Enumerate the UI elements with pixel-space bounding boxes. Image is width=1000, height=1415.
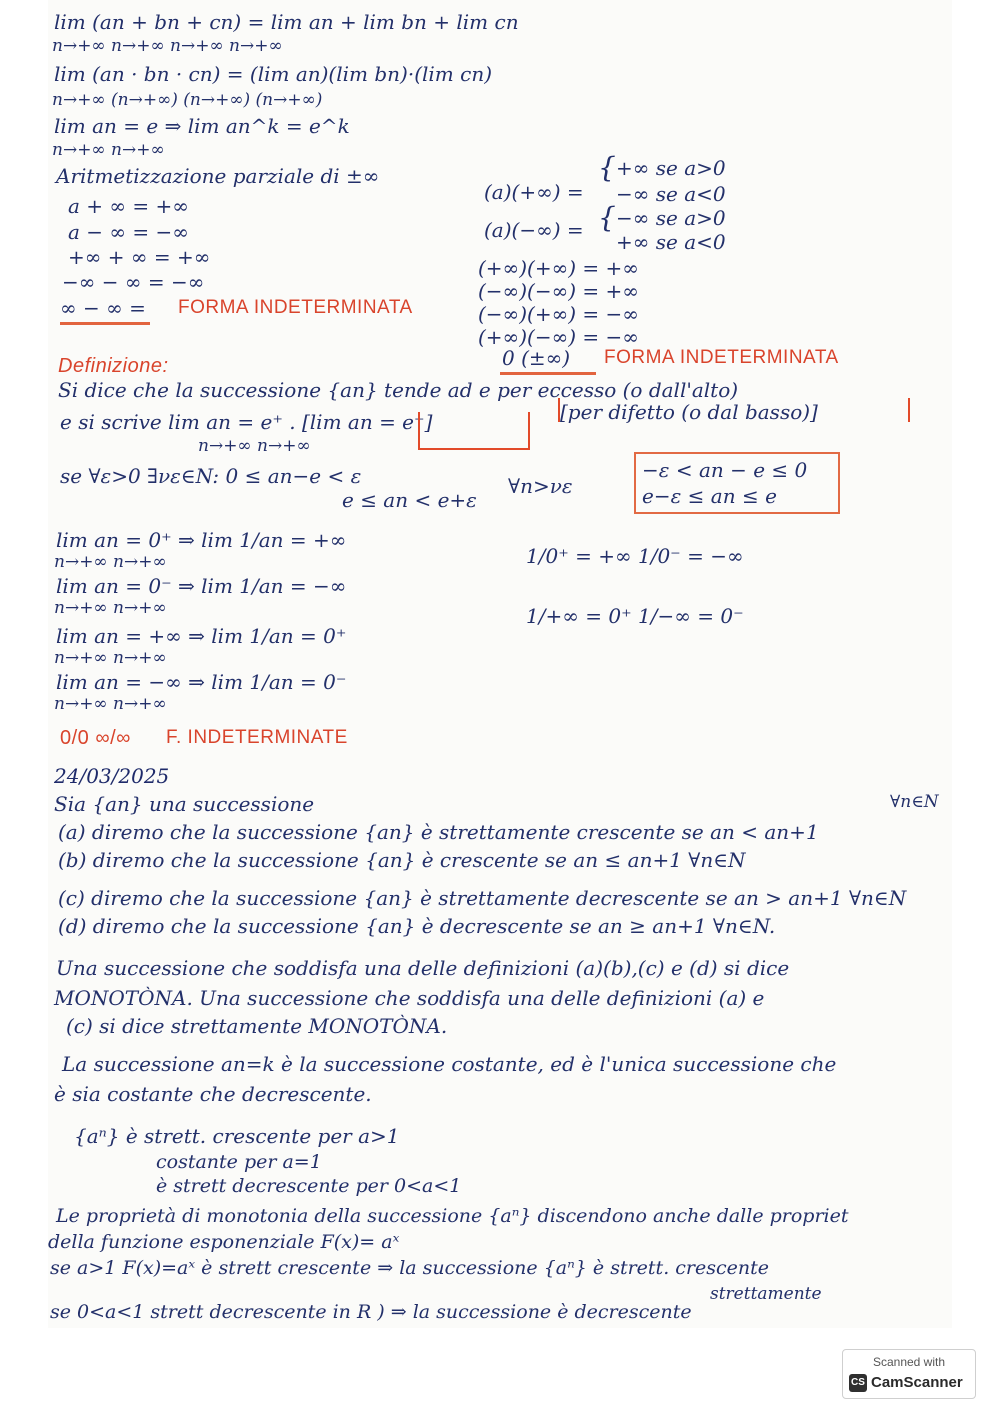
- limit-product-rule: lim (an · bn · cn) = (lim an)(lim bn)·(lim cn): [54, 62, 492, 86]
- sign-rule-1b: −∞ se a<0: [616, 182, 726, 206]
- definition-line-3b: e ≤ an < e+ε: [342, 488, 477, 512]
- exponential-text-4-note: strettamente: [710, 1284, 822, 1304]
- arit-row-3: +∞ + ∞ = +∞: [68, 245, 211, 269]
- definition-line-2-sub: n→+∞ n→+∞: [198, 436, 311, 456]
- limit-power-sub: n→+∞ n→+∞: [52, 140, 165, 160]
- exponential-text-3: se a>1 F(x)=aˣ è strett crescente ⇒ la successione {aⁿ} è strett. crescente: [50, 1257, 769, 1279]
- red-underline-2: [500, 372, 596, 375]
- definition-line-3c: ∀n>νε: [508, 474, 573, 498]
- brace-2: {: [598, 201, 616, 234]
- scanned-with-label: Scanned with: [872, 1355, 946, 1369]
- reciprocal-limit-1: lim an = 0⁺ ⇒ lim 1/an = +∞: [56, 528, 347, 552]
- lecture-date: 24/03/2025: [54, 764, 170, 788]
- monotone-text-2: MONOTÒNA. Una successione che soddisfa una delle definizioni (a) e: [54, 986, 765, 1010]
- constant-text-2: è sia costante che decrescente.: [54, 1082, 372, 1106]
- forma-indeterminata-3: F. INDETERMINATE: [166, 727, 348, 748]
- notebook-page: [48, 0, 952, 1328]
- product-rule-4: (+∞)(−∞) = −∞: [478, 325, 639, 349]
- sign-rule-2: (a)(−∞) =: [484, 218, 584, 242]
- limit-sum-sub: n→+∞ n→+∞ n→+∞ n→+∞: [52, 36, 283, 56]
- reciprocal-limit-1-sub: n→+∞ n→+∞: [54, 552, 167, 572]
- arit-row-5: ∞ − ∞ =: [60, 296, 146, 320]
- zero-times-inf: 0 (±∞): [502, 346, 571, 370]
- monotone-text-1: Una successione che soddisfa una delle definizioni (a)(b),(c) e (d) si dice: [56, 956, 790, 980]
- limit-product-sub: n→+∞ (n→+∞) (n→+∞) (n→+∞): [52, 90, 323, 110]
- reciprocal-limit-2: lim an = 0⁻ ⇒ lim 1/an = −∞: [56, 574, 347, 598]
- sign-rule-2a: −∞ se a>0: [616, 206, 726, 230]
- definition-line-2b: [per difetto (o dal basso)]: [560, 400, 818, 424]
- limit-power-rule: lim an = e ⇒ lim an^k = e^k: [54, 114, 350, 138]
- definition-line-1: Si dice che la successione {an} tende ad e per eccesso (o dall'alto): [58, 378, 739, 402]
- monotone-def-b: (b) diremo che la successione {an} è crescente se an ≤ an+1 ∀n∈N: [58, 848, 746, 872]
- arit-title: Aritmetizzazione parziale di ±∞: [56, 164, 380, 188]
- red-box-1: [418, 412, 530, 450]
- constant-text-1: La successione an=k è la successione costante, ed è l'unica successione che: [62, 1052, 837, 1076]
- definition-title: Definizione:: [58, 355, 169, 377]
- sign-rule-2b: +∞ se a<0: [616, 230, 726, 254]
- reciprocal-limit-4-sub: n→+∞ n→+∞: [54, 694, 167, 714]
- exponent-case-2: costante per a=1: [156, 1151, 322, 1173]
- exponent-case-3: è strett decrescente per 0<a<1: [156, 1175, 462, 1197]
- forma-indeterminata-2: FORMA INDETERMINATA: [604, 347, 839, 368]
- forma-indeterminata-1: FORMA INDETERMINATA: [178, 297, 413, 318]
- sequence-intro-forall: ∀n∈N: [890, 792, 939, 812]
- red-box-2: [558, 398, 910, 422]
- sequence-intro: Sia {an} una successione: [54, 792, 315, 816]
- definition-line-2: e si scrive lim an = e⁺ . [lim an = e⁻]: [60, 410, 433, 434]
- limit-sum-rule: lim (an + bn + cn) = lim an + lim bn + lim cn: [54, 10, 519, 34]
- red-box-3: [634, 452, 840, 514]
- exponent-case-1: {aⁿ} è strett. crescente per a>1: [74, 1124, 400, 1148]
- monotone-text-3: (c) si dice strettamente MONOTÒNA.: [66, 1014, 448, 1038]
- product-rule-3: (−∞)(+∞) = −∞: [478, 302, 639, 326]
- sign-rule-1a: +∞ se a>0: [616, 156, 726, 180]
- brace-1: {: [598, 151, 616, 184]
- reciprocal-limit-3: lim an = +∞ ⇒ lim 1/an = 0⁺: [56, 624, 347, 648]
- product-rule-2: (−∞)(−∞) = +∞: [478, 279, 639, 303]
- exponential-text-4: se 0<a<1 strett decrescente in R ) ⇒ la successione è decrescente: [50, 1301, 692, 1323]
- reciprocal-zero-values: 1/0⁺ = +∞ 1/0⁻ = −∞: [526, 544, 744, 568]
- product-rule-1: (+∞)(+∞) = +∞: [478, 256, 639, 280]
- monotone-def-c: (c) diremo che la successione {an} è strettamente decrescente se an > an+1 ∀n∈N: [58, 886, 907, 910]
- arit-row-2: a − ∞ = −∞: [68, 220, 189, 244]
- sign-rule-1: (a)(+∞) =: [484, 180, 584, 204]
- definition-line-3e: e−ε ≤ an ≤ e: [642, 484, 777, 508]
- reciprocal-limit-4: lim an = −∞ ⇒ lim 1/an = 0⁻: [56, 670, 347, 694]
- definition-line-3d: −ε < an − e ≤ 0: [642, 458, 808, 482]
- arit-row-4: −∞ − ∞ = −∞: [62, 270, 205, 294]
- camscanner-logo-icon: CS: [849, 1374, 867, 1392]
- reciprocal-limit-2-sub: n→+∞ n→+∞: [54, 598, 167, 618]
- monotone-def-d: (d) diremo che la successione {an} è decrescente se an ≥ an+1 ∀n∈N.: [58, 914, 776, 938]
- arit-row-1: a + ∞ = +∞: [68, 194, 189, 218]
- red-underline-1: [60, 322, 150, 325]
- camscanner-badge: [842, 1349, 976, 1399]
- reciprocal-inf-values: 1/+∞ = 0⁺ 1/−∞ = 0⁻: [526, 604, 744, 628]
- indeterminate-fractions: 0/0 ∞/∞: [60, 727, 131, 749]
- reciprocal-limit-3-sub: n→+∞ n→+∞: [54, 648, 167, 668]
- monotone-def-a: (a) diremo che la successione {an} è strettamente crescente se an < an+1: [58, 820, 819, 844]
- definition-line-3: se ∀ε>0 ∃νε∈N: 0 ≤ an−e < ε: [60, 464, 362, 488]
- exponential-text-2: della funzione esponenziale F(x)= aˣ: [48, 1231, 400, 1253]
- exponential-text-1: Le proprietà di monotonia della successione {aⁿ} discendono anche dalle propriet: [56, 1205, 849, 1227]
- camscanner-brand: CamScanner: [871, 1374, 963, 1391]
